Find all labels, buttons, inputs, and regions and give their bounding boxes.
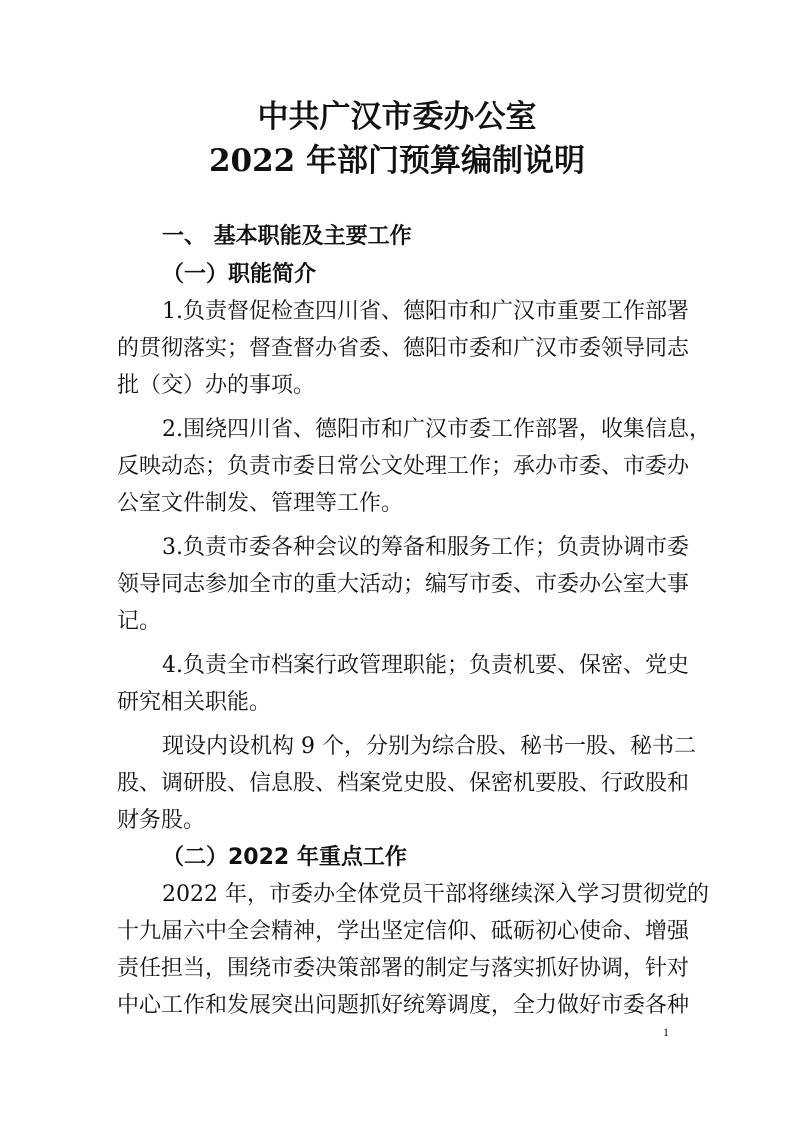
- sub2-heading: （二）2022 年重点工作: [162, 845, 407, 870]
- paragraph-line: 公室文件制发、管理等工作。: [117, 491, 404, 516]
- page-number: 1: [663, 1025, 669, 1039]
- paragraph-line: 3.负责市委各种会议的筹备和服务工作；负责协调市委: [162, 535, 689, 560]
- sub1-heading: （一）职能简介: [162, 262, 317, 287]
- paragraph-line: 4.负责全市档案行政管理职能；负责机要、保密、党史: [162, 653, 689, 678]
- paragraph-line: 领导同志参加全市的重大活动；编写市委、市委办公室大事: [117, 572, 690, 597]
- paragraph-line: 股、调研股、信息股、档案党史股、保密机要股、行政股和: [117, 771, 690, 796]
- section1-heading: 一、 基本职能及主要工作: [162, 224, 412, 249]
- paragraph-line: 的贯彻落实；督查督办省委、德阳市委和广汉市委领导同志: [117, 336, 690, 361]
- paragraph-line: 责任担当，围绕市委决策部署的制定与落实抓好协调，针对: [117, 956, 690, 981]
- paragraph-line: 十九届六中全会精神，学出坚定信仰、砥砺初心使命、增强: [117, 919, 690, 944]
- document-title-line1: 中共广汉市委办公室: [257, 99, 537, 135]
- document-title-line2: 2022 年部门预算编制说明: [208, 143, 586, 179]
- paragraph-line: 1.负责督促检查四川省、德阳市和广汉市重要工作部署: [162, 299, 689, 324]
- paragraph-line: 反映动态；负责市委日常公文处理工作；承办市委、市委办: [117, 454, 690, 479]
- paragraph-line: 批（交）办的事项。: [117, 373, 316, 398]
- paragraph-line: 中心工作和发展突出问题抓好统筹调度，全力做好市委各种: [117, 993, 690, 1018]
- paragraph-line: 2022 年，市委办全体党员干部将继续深入学习贯彻党的: [162, 882, 709, 907]
- paragraph-line: 现设内设机构 9 个，分别为综合股、秘书一股、秘书二: [162, 734, 696, 759]
- paragraph-line: 财务股。: [117, 808, 206, 833]
- paragraph-line: 研究相关职能。: [117, 690, 272, 715]
- paragraph-line: 2.围绕四川省、德阳市和广汉市委工作部署，收集信息，: [162, 417, 711, 442]
- paragraph-line: 记。: [117, 609, 162, 634]
